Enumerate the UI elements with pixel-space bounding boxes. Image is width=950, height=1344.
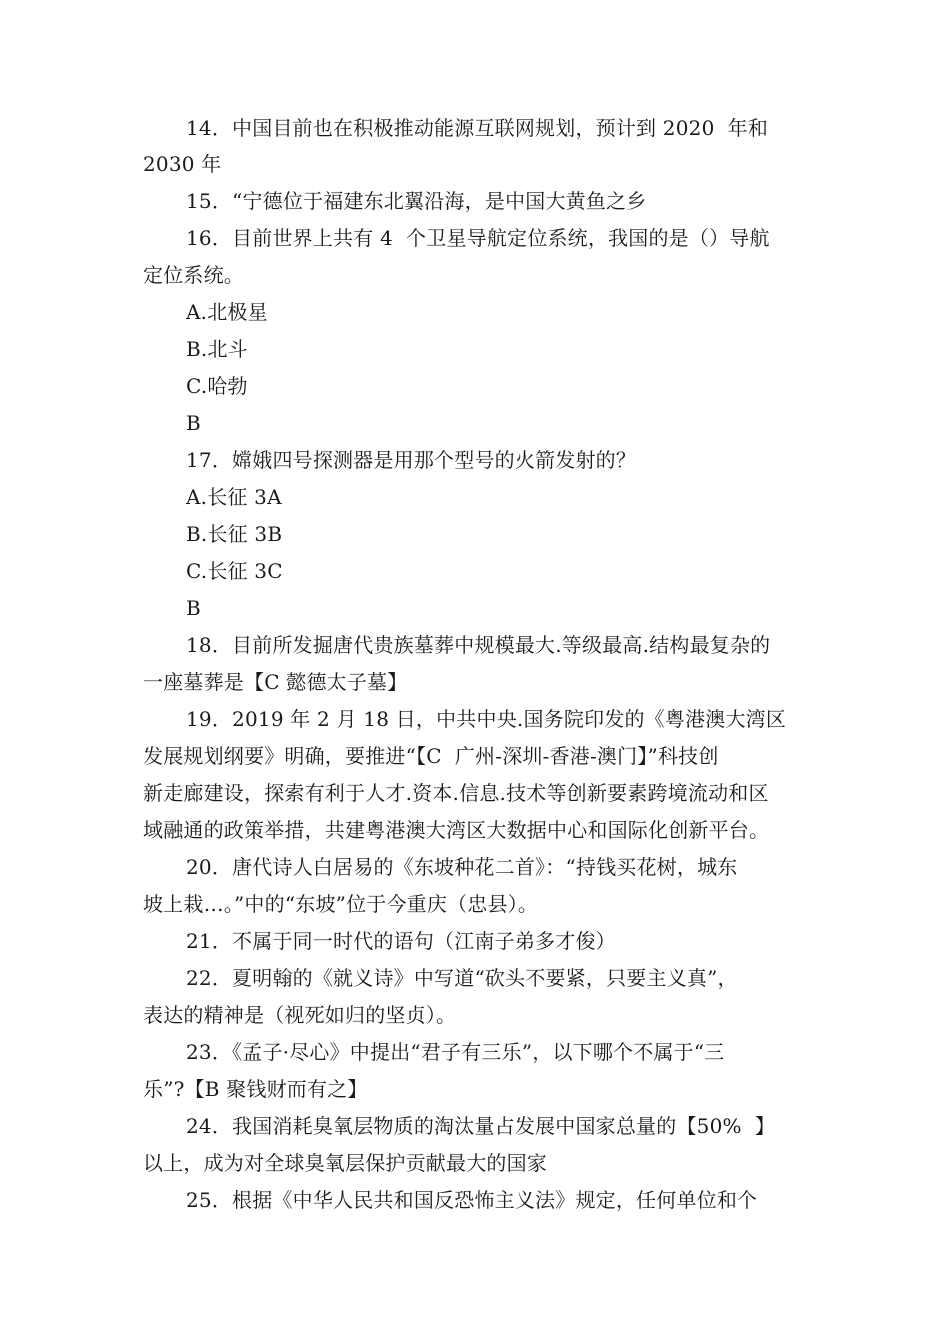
text-line-2: 2030 年 <box>143 152 222 176</box>
text-line-6: A.北极星 <box>186 300 268 324</box>
text-line-18: 发展规划纲要》明确，要推进“【C 广州-深圳-香港-澳门】”科技创 <box>143 744 719 768</box>
text-line-16: 一座墓葬是【C 懿德太子墓】 <box>143 670 408 694</box>
text-line-25: 表达的精神是（视死如归的坚贞）。 <box>143 1003 457 1027</box>
text-line-5: 定位系统。 <box>143 263 244 287</box>
text-line-8: C.哈勃 <box>186 374 248 398</box>
text-line-15: 18．目前所发掘唐代贵族墓葬中规模最大.等级最高.结构最复杂的 <box>186 633 771 657</box>
text-line-29: 以上，成为对全球臭氧层保护贡献最大的国家 <box>143 1151 547 1175</box>
text-line-9: B <box>186 411 201 435</box>
text-line-14: B <box>186 596 201 620</box>
text-line-12: B.长征 3B <box>186 522 283 546</box>
text-line-24: 22．夏明翰的《就义诗》中写道“砍头不要紧，只要主义真”， <box>186 966 738 990</box>
text-line-7: B.北斗 <box>186 337 248 361</box>
text-line-19: 新走廊建设，探索有利于人才.资本.信息.技术等创新要素跨境流动和区 <box>143 781 769 805</box>
text-line-1: 14．中国目前也在积极推动能源互联网规划，预计到 2020 年和 <box>186 116 769 140</box>
text-line-4: 16．目前世界上共有 4 个卫星导航定位系统，我国的是（）导航 <box>186 226 770 250</box>
text-line-13: C.长征 3C <box>186 559 283 583</box>
text-line-27: 乐”?【B 聚钱财而有之】 <box>143 1077 368 1101</box>
text-line-30: 25．根据《中华人民共和国反恐怖主义法》规定，任何单位和个 <box>186 1188 758 1212</box>
text-line-10: 17．嫦娥四号探测器是用那个型号的火箭发射的？ <box>186 448 637 472</box>
text-line-22: 坡上栽…。”中的“东坡”位于今重庆（忠县）。 <box>143 892 539 916</box>
text-line-28: 24．我国消耗臭氧层物质的淘汰量占发展中国家总量的【50% 】 <box>186 1114 776 1138</box>
text-line-20: 域融通的政策举措，共建粤港澳大湾区大数据中心和国际化创新平台。 <box>143 818 770 842</box>
text-line-11: A.长征 3A <box>186 485 282 509</box>
text-line-21: 20．唐代诗人白居易的《东坡种花二首》：“持钱买花树，城东 <box>186 855 738 879</box>
text-line-23: 21．不属于同一时代的语句（江南子弟多才俊） <box>186 929 616 953</box>
text-line-26: 23．《孟子·尽心》中提出“君子有三乐”，以下哪个不属于“三 <box>186 1040 725 1064</box>
text-line-3: 15．“宁德位于福建东北翼沿海，是中国大黄鱼之乡 <box>186 189 647 213</box>
text-line-17: 19．2019 年 2 月 18 日，中共中央.国务院印发的《粤港澳大湾区 <box>186 707 787 731</box>
